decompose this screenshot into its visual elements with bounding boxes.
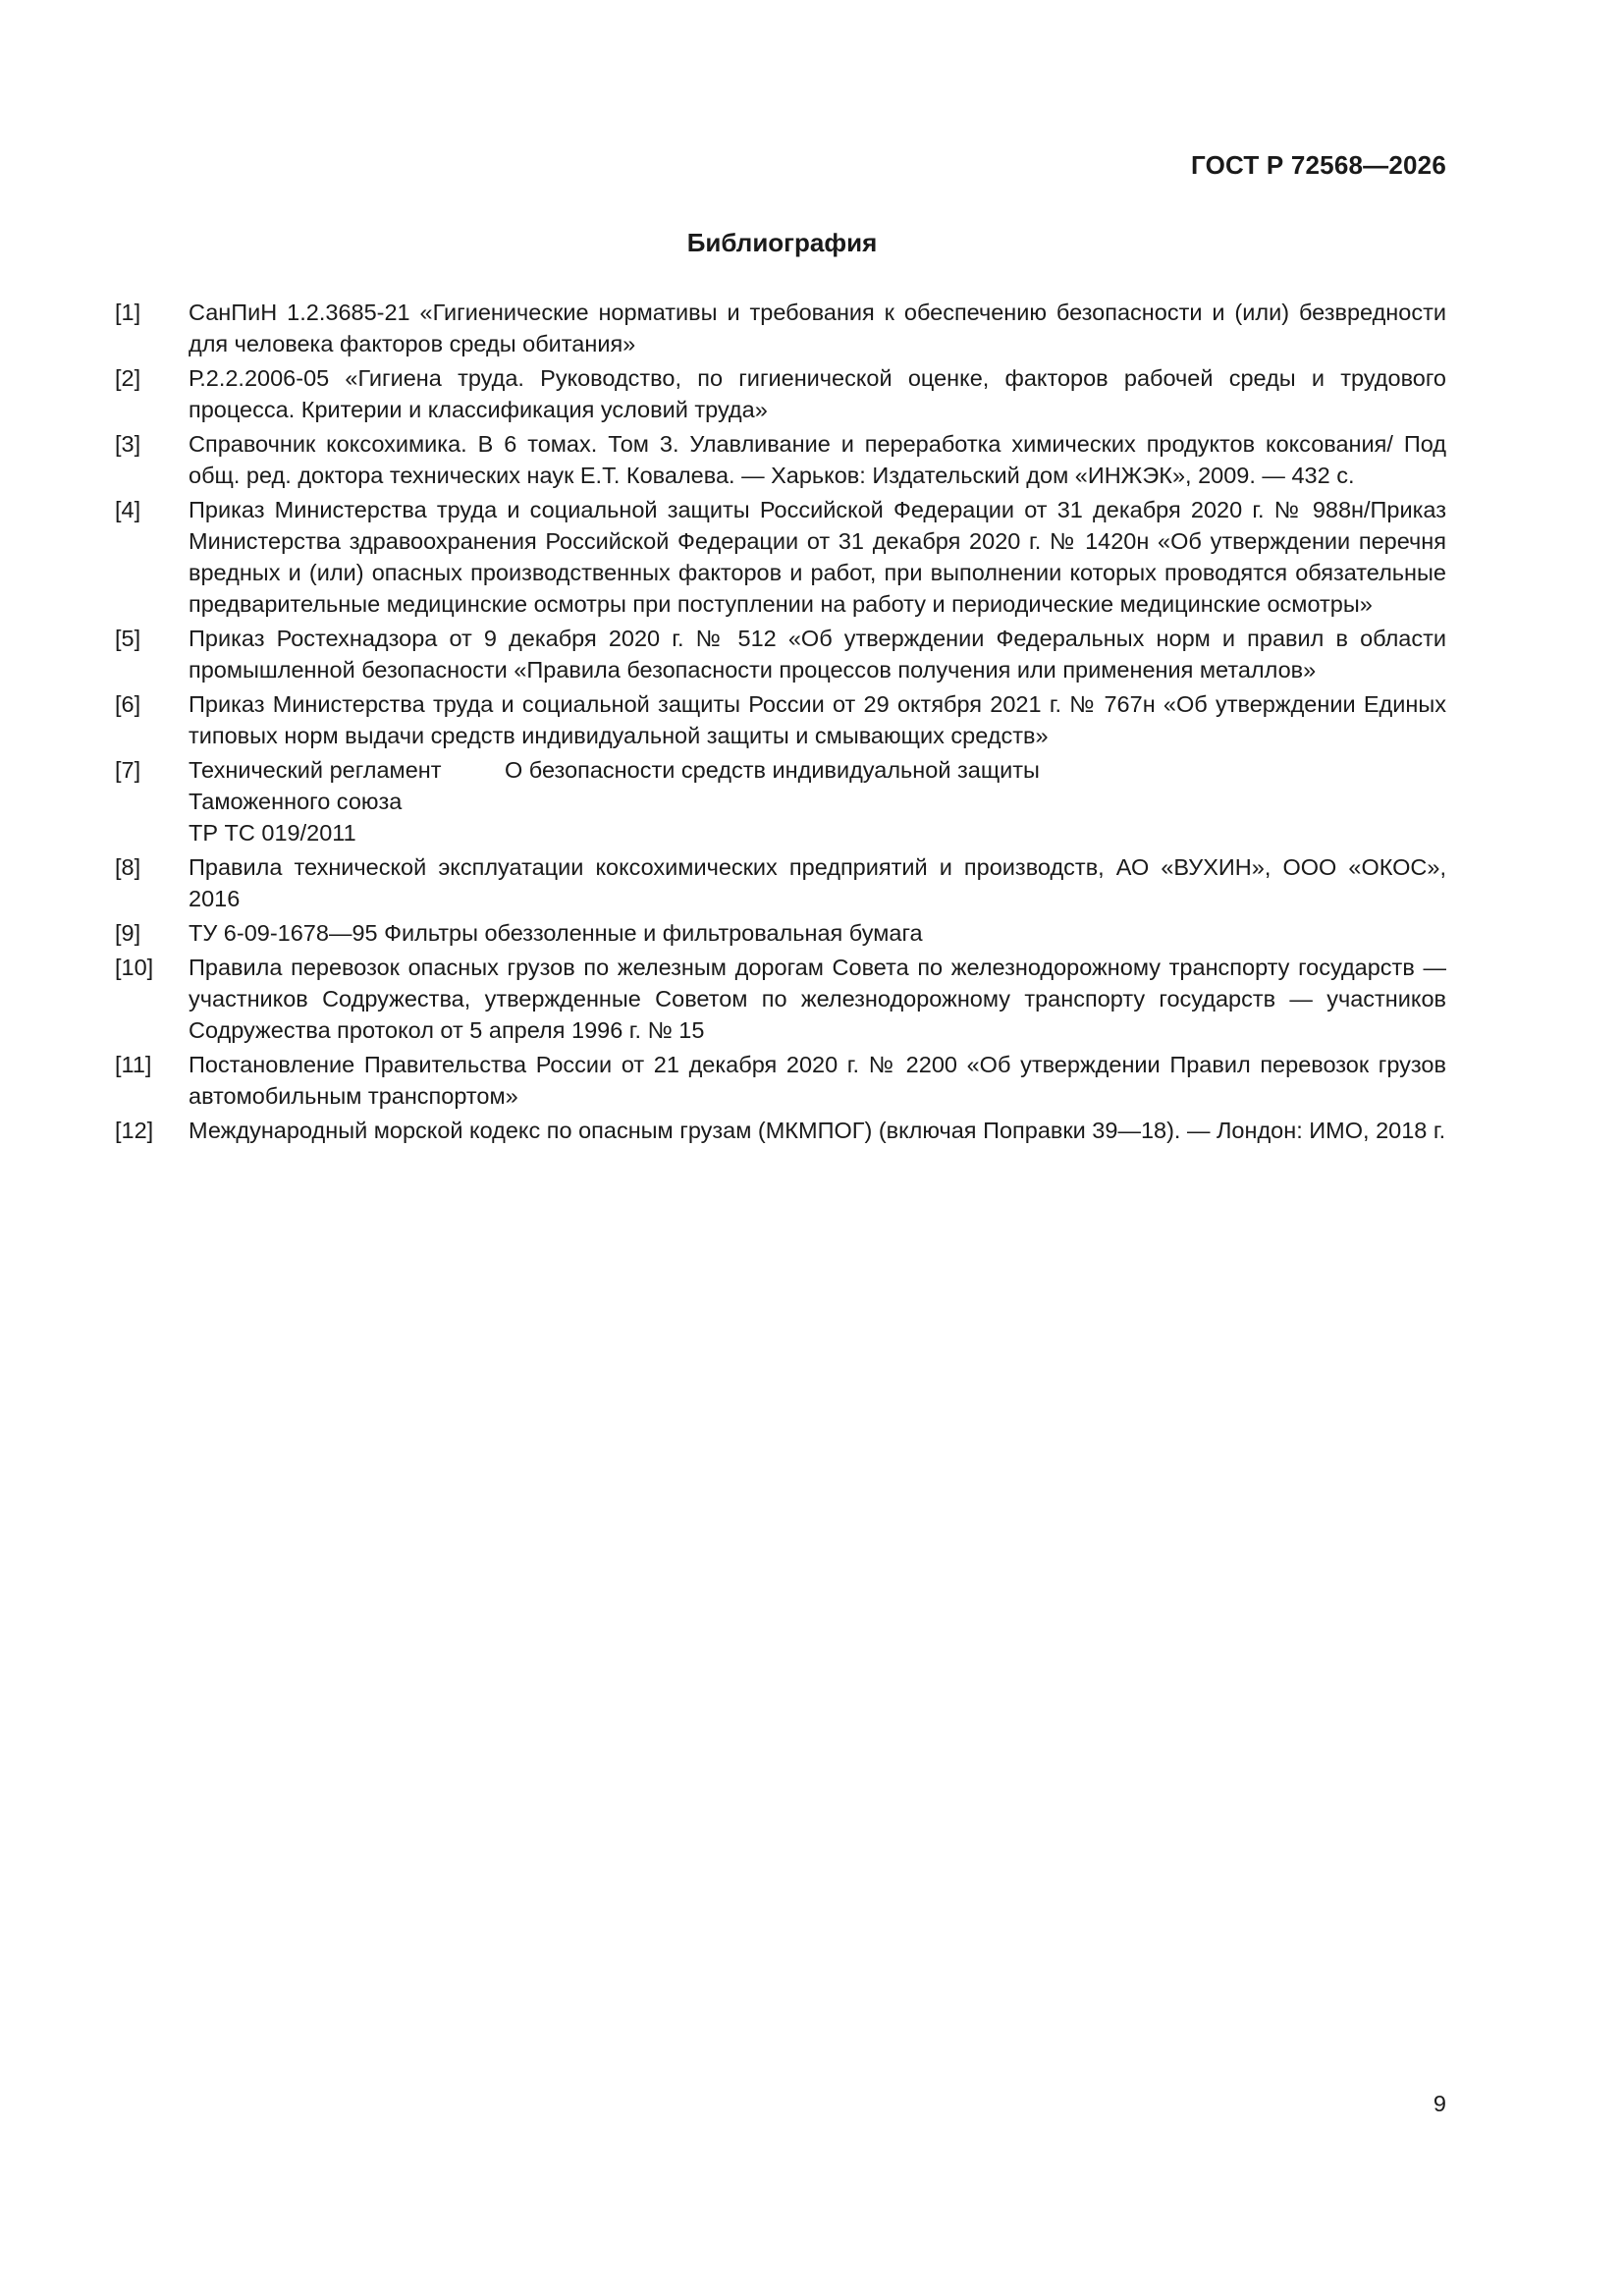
entry-number: [2]	[115, 365, 141, 391]
regulation-designation	[189, 754, 505, 848]
regulation-title: О безопасности средств индивидуальной защиты	[505, 757, 1040, 783]
bibliography-entry	[115, 1115, 1446, 1146]
entry-number: [10]	[115, 955, 154, 980]
section-title: Библиография	[686, 228, 878, 257]
bibliography-entry	[115, 1049, 1446, 1112]
entry-text: Приказ Министерства труда и социальной защиты России от 29 октября 2021 г. № 767н «Об утверждении Единых типовых норм выдачи средств индивидуальной защиты и смывающих средств»	[189, 691, 1446, 748]
bibliography-list	[115, 297, 1446, 1149]
bibliography-entry	[115, 851, 1446, 914]
bibliography-entry	[115, 688, 1446, 751]
entry-text: Р.2.2.2006-05 «Гигиена труда. Руководство, по гигиенической оценке, факторов рабочей среды и трудового процесса. Критерии и классификация условий труда»	[189, 365, 1446, 422]
entry-number: [11]	[115, 1052, 152, 1077]
entry-number: [12]	[115, 1118, 154, 1143]
entry-text: Международный морской кодекс по опасным грузам (МКМПОГ) (включая Поправки 39—18). — Лондон: ИМО, 2018 г.	[189, 1118, 1446, 1143]
regulation-line: ТР ТС 019/2011	[189, 820, 356, 846]
entry-text: Справочник коксохимика. В 6 томах. Том 3. Улавливание и переработка химических продуктов коксования/ Под общ. ред. доктора технических наук Е.Т. Ковалева. — Харьков: Издательский дом «ИНЖЭК», 2009. — 432 с.	[189, 431, 1446, 488]
bibliography-entry	[115, 952, 1446, 1046]
bibliography-entry	[115, 362, 1446, 425]
entry-text: Приказ Министерства труда и социальной защиты Российской Федерации от 31 декабря 2020 г. № 988н/Приказ Министерства здравоохранения Российской Федерации от 31 декабря 2020 г. № 1420н «Об утверждении перечня вредных и (или) опасных производственных факторов и работ, при выполнении которых проводятся обязательные предварительные медицинские осмотры при поступлении на работу и периодические медицинские осмотры»	[189, 497, 1446, 617]
entry-text: Правила перевозок опасных грузов по железным дорогам Совета по железнодорожному транспорту государств — участников Содружества, утвержденные Советом по железнодорожному транспорту государств — участников Содружества протокол от 5 апреля 1996 г. № 15	[189, 955, 1446, 1043]
entry-text: Приказ Ростехнадзора от 9 декабря 2020 г. № 512 «Об утверждении Федеральных норм и правил в области промышленной безопасности «Правила безопасности процессов получения или применения металлов»	[189, 626, 1446, 683]
entry-number: [6]	[115, 691, 141, 717]
bibliography-entry	[115, 917, 1446, 949]
entry-text: Постановление Правительства России от 21 декабря 2020 г. № 2200 «Об утверждении Правил перевозок грузов автомобильным транспортом»	[189, 1052, 1446, 1109]
regulation-line: Таможенного союза	[189, 789, 403, 814]
bibliography-entry	[115, 297, 1446, 359]
entry-number: [4]	[115, 497, 141, 522]
bibliography-entry-regulation	[115, 754, 1446, 848]
entry-number: [5]	[115, 626, 141, 651]
entry-number: [3]	[115, 431, 141, 457]
page-number: 9	[1433, 2091, 1446, 2116]
entry-number: [7]	[115, 757, 141, 783]
bibliography-entry	[115, 428, 1446, 491]
entry-number: [8]	[115, 854, 141, 880]
bibliography-entry	[115, 494, 1446, 620]
regulation-line: Технический регламент	[189, 757, 442, 783]
bibliography-entry	[115, 623, 1446, 685]
entry-text: СанПиН 1.2.3685-21 «Гигиенические нормативы и требования к обеспечению безопасности и (или) безвредности для человека факторов среды обитания»	[189, 300, 1446, 356]
entry-number: [9]	[115, 920, 141, 946]
document-designation: ГОСТ Р 72568—2026	[1191, 150, 1446, 180]
entry-text: ТУ 6-09-1678—95 Фильтры обеззоленные и фильтровальная бумага	[189, 920, 923, 946]
entry-text: Правила технической эксплуатации коксохимических предприятий и производств, АО «ВУХИН», ООО «ОКОС», 2016	[189, 854, 1446, 911]
entry-text	[189, 754, 1446, 848]
entry-number: [1]	[115, 300, 141, 325]
